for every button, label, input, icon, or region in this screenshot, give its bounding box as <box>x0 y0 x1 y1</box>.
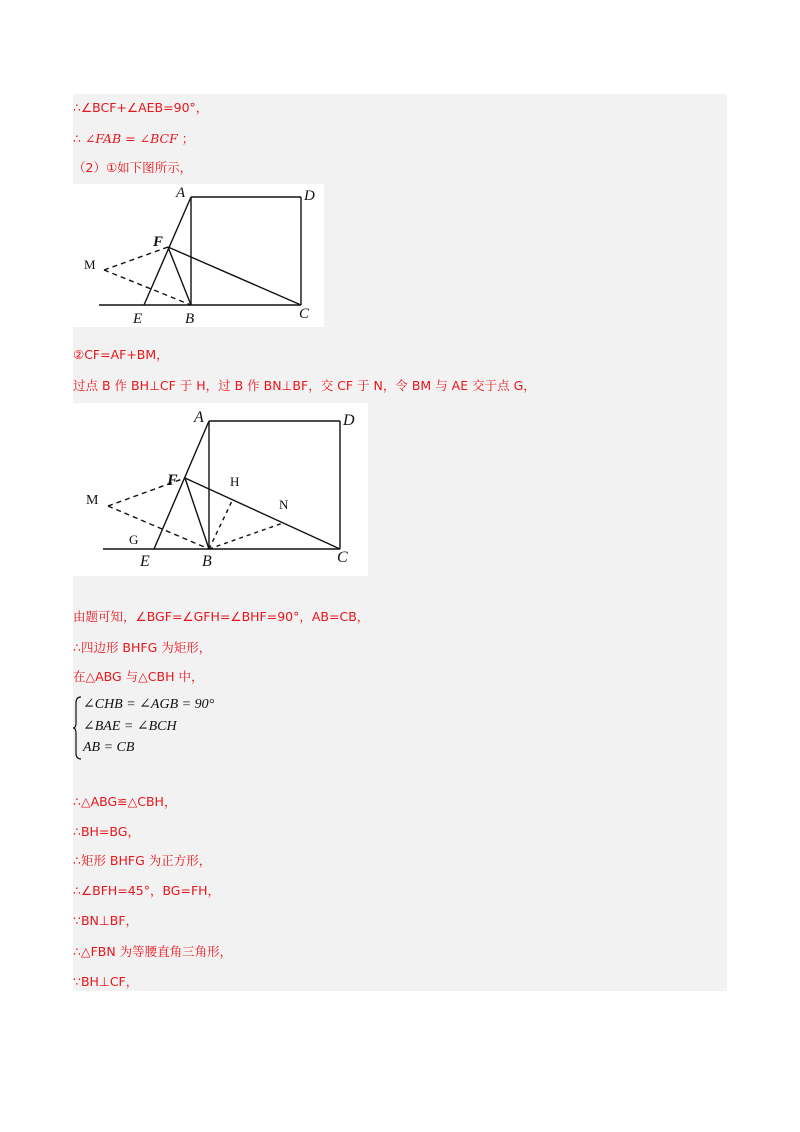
line-12: ∴∠BFH=45°，BG=FH， <box>73 883 221 898</box>
line-7: ∴四边形 BHFG 为矩形， <box>73 640 212 655</box>
fig1-label-D: D <box>304 188 315 204</box>
fig2-label-A: A <box>194 409 204 426</box>
fig2-label-M: M <box>86 493 99 508</box>
fig2-label-E: E <box>140 553 150 570</box>
line-2 <box>73 131 194 147</box>
fig1-label-A: A <box>176 185 186 201</box>
fig1-label-M: M <box>84 257 96 272</box>
line-15: ∵BH⊥CF， <box>73 974 139 989</box>
line-2-suffix: ； <box>181 131 195 146</box>
system-row-2: ∠BAE = ∠BCH <box>83 719 177 734</box>
fig2-label-N: N <box>279 497 289 512</box>
fig2-label-B: B <box>202 553 212 570</box>
fig2-label-F: F <box>167 472 178 489</box>
line-2-prefix: ∴ <box>73 131 81 146</box>
fig1-label-F: F <box>153 234 164 250</box>
system-row-3: AB = CB <box>83 740 135 755</box>
figure-2 <box>73 403 368 576</box>
fig2-label-C: C <box>337 549 348 566</box>
fig2-label-G: G <box>129 532 139 547</box>
line-1: ∴∠BCF+∠AEB=90°， <box>73 100 209 115</box>
line-10: ∴BH=BG， <box>73 824 140 839</box>
line-11: ∴矩形 BHFG 为正方形， <box>73 853 212 868</box>
system-row-1: ∠CHB = ∠AGB = 90° <box>83 697 215 712</box>
line-6: 由题可知，∠BGF=∠GFH=∠BHF=90°，AB=CB， <box>73 609 370 624</box>
line-14: ∴△FBN 为等腰直角三角形， <box>73 944 233 959</box>
line-2-math: ∠FAB = ∠BCF <box>84 131 178 146</box>
left-brace <box>73 695 83 761</box>
equation-system <box>73 695 273 761</box>
line-5: 过点 B 作 BH⊥CF 于 H，过 B 作 BN⊥BF，交 CF 于 N，令 BM 与 AE 交于点 G， <box>73 378 536 393</box>
line-4: ②CF=AF+BM， <box>73 347 169 362</box>
fig2-label-H: H <box>230 474 240 489</box>
line-9: ∴△ABG≌△CBH， <box>73 794 177 809</box>
line-8: 在△ABG 与△CBH 中， <box>73 669 204 684</box>
line-3: （2）①如下图所示， <box>73 160 193 175</box>
fig1-label-E: E <box>133 311 143 327</box>
figure-1 <box>73 184 324 327</box>
fig1-label-C: C <box>299 306 310 322</box>
fig2-label-D: D <box>343 412 355 429</box>
line-13: ∵BN⊥BF， <box>73 913 139 928</box>
fig1-label-B: B <box>185 311 195 327</box>
